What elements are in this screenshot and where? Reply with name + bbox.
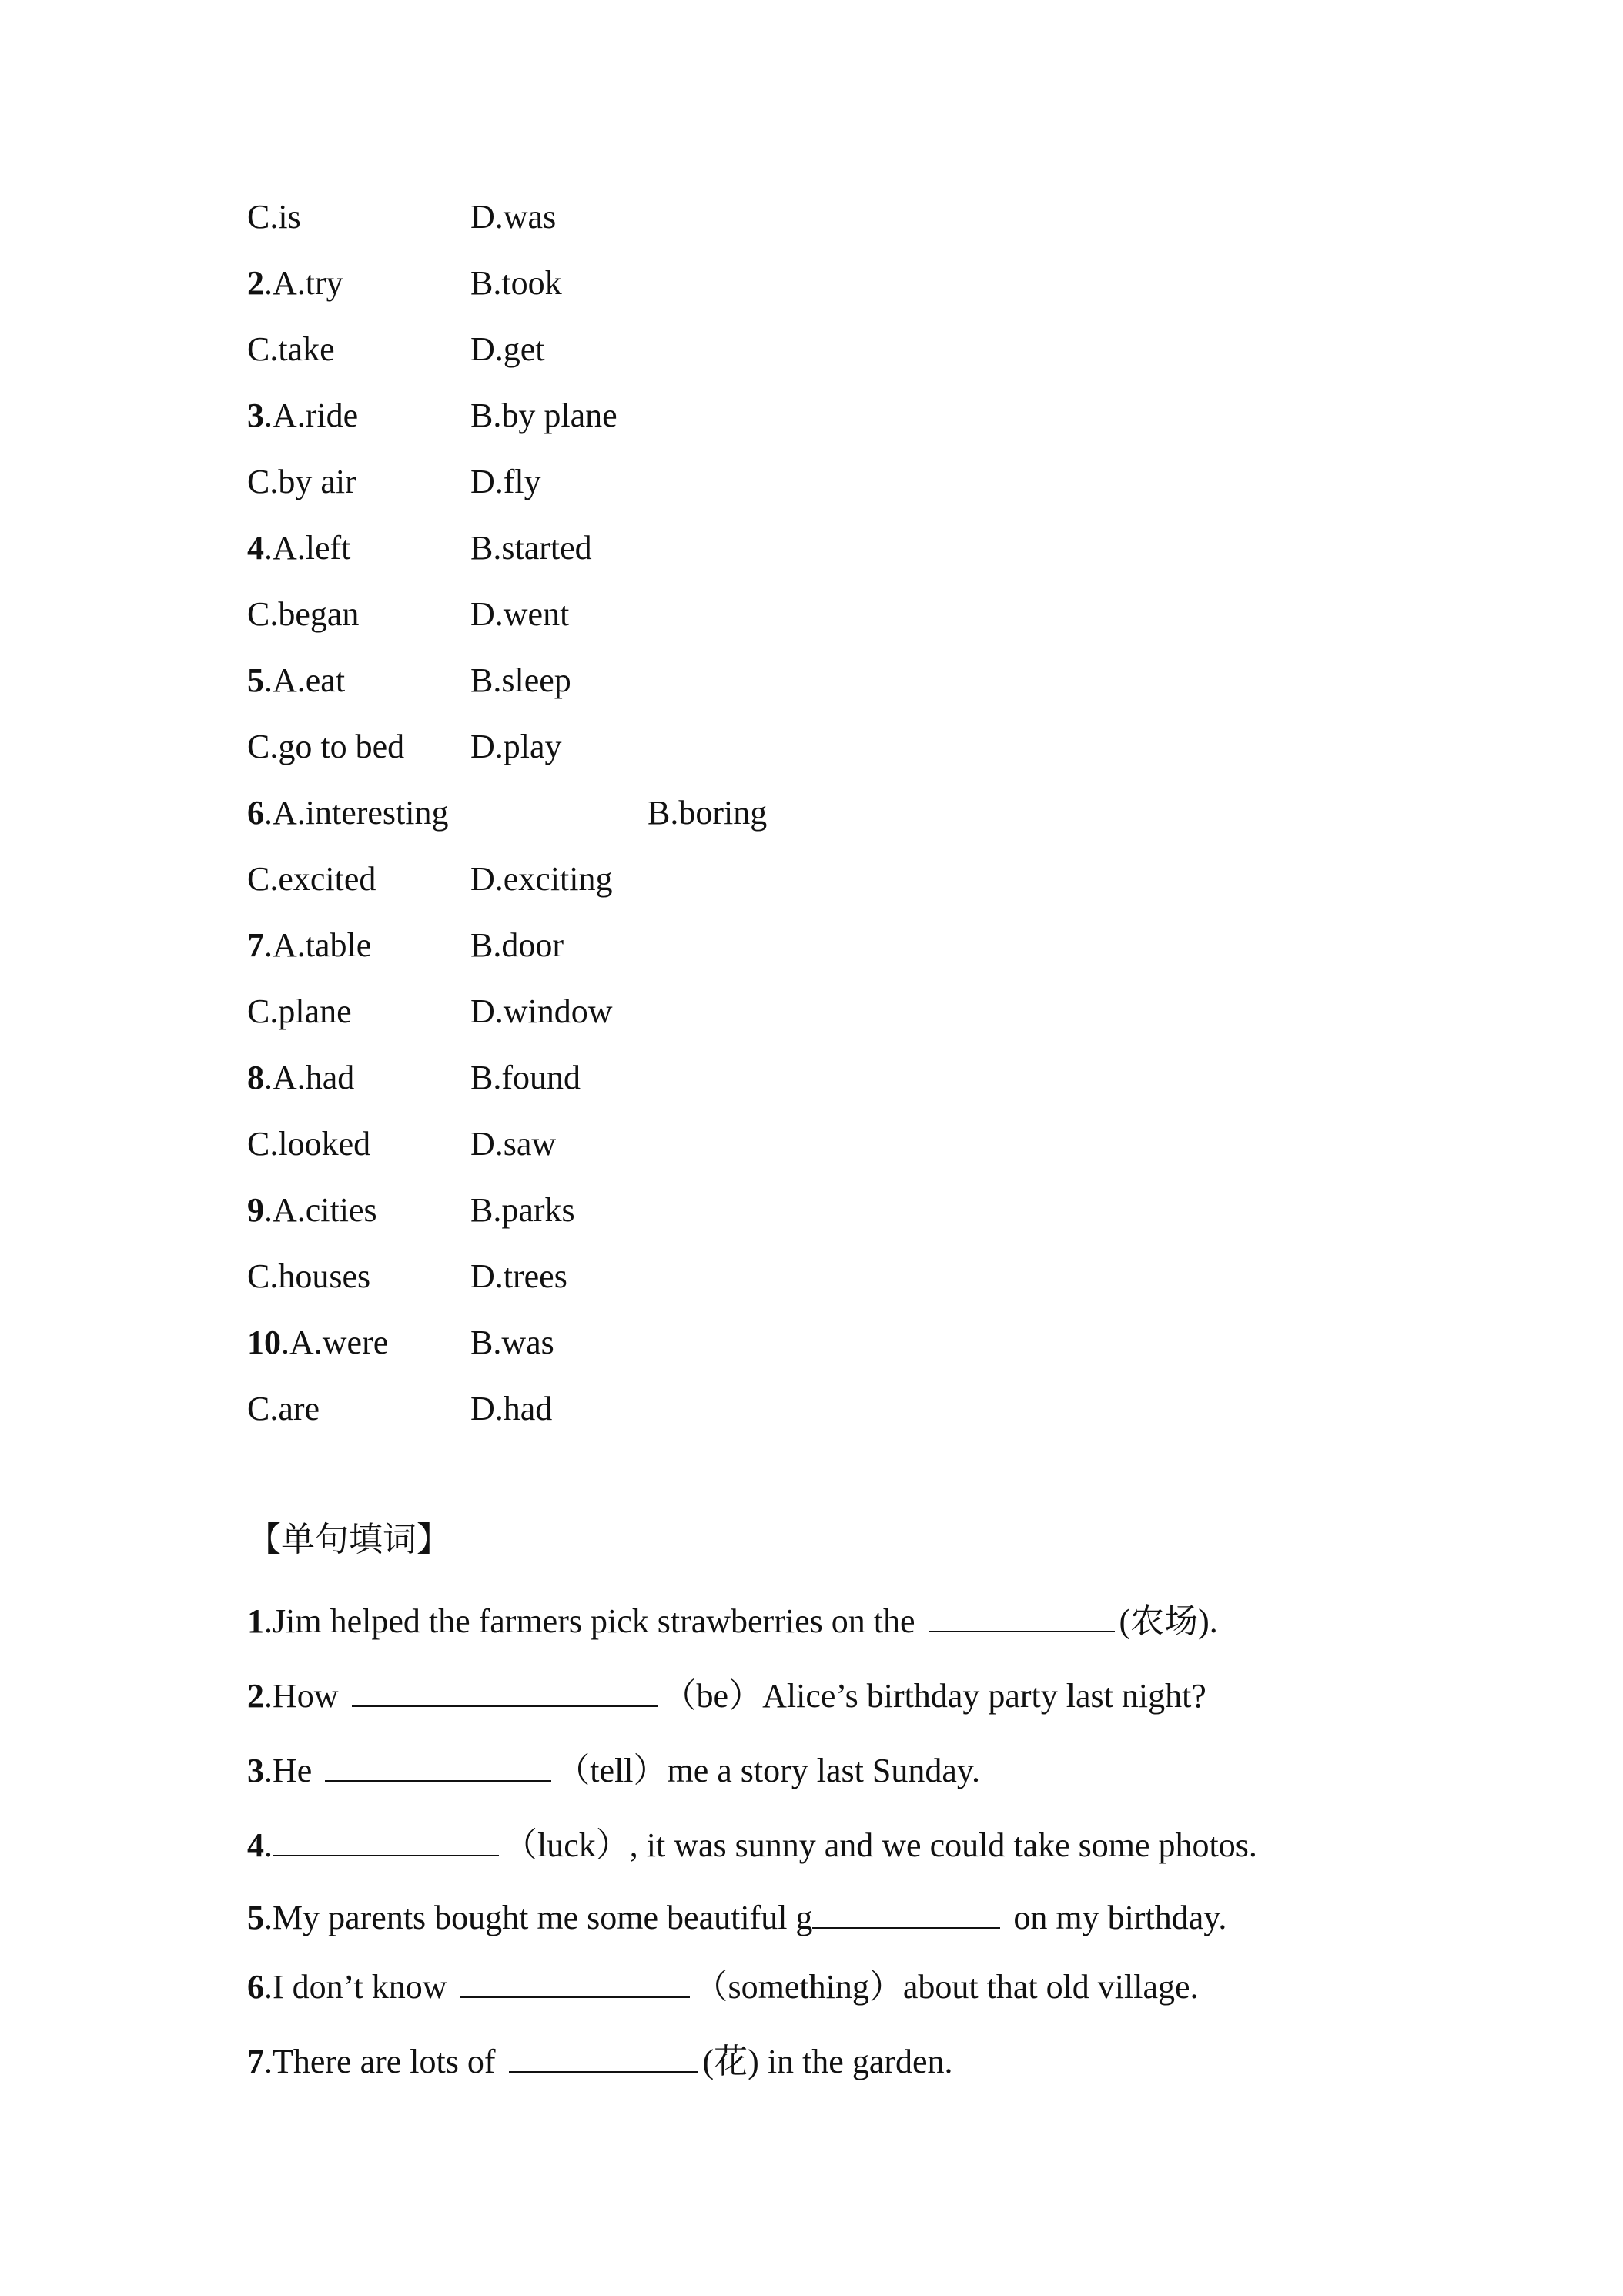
option-left: 10.A.were — [247, 1324, 389, 1361]
option-right: D.went — [470, 595, 570, 633]
question-text: .I don’t know — [264, 1968, 456, 2006]
option-left: C.plane — [247, 992, 352, 1030]
option-right: B.by plane — [470, 397, 617, 434]
option-left: C.looked — [247, 1125, 371, 1163]
question-text: .My parents bought me some beautiful g — [264, 1899, 813, 1936]
option-left: 6.A.interesting — [247, 794, 449, 832]
option-right: B.took — [470, 264, 562, 302]
question-text: （luck）, it was sunny and we could take some photos. — [504, 1826, 1257, 1864]
fill-item — [247, 1827, 1257, 1863]
question-text: （something）about that old village. — [694, 1968, 1199, 2006]
question-text: on my birthday. — [1005, 1899, 1227, 1936]
question-text: .How — [264, 1677, 347, 1715]
answer-blank[interactable] — [325, 1752, 551, 1782]
option-right: D.get — [470, 330, 545, 368]
fill-item — [247, 1752, 980, 1788]
question-number: 3 — [247, 1752, 264, 1789]
answer-blank[interactable] — [509, 2043, 698, 2073]
question-number: 4 — [247, 1826, 264, 1864]
option-right: D.was — [470, 198, 557, 236]
option-right: D.fly — [470, 463, 541, 500]
question-number: 5 — [247, 661, 264, 699]
option-left: C.by air — [247, 463, 356, 500]
question-number: 10 — [247, 1324, 281, 1361]
option-left: 2.A.try — [247, 264, 343, 302]
answer-blank[interactable] — [273, 1827, 499, 1856]
question-number: 2 — [247, 1677, 264, 1715]
option-right: B.boring — [648, 794, 768, 832]
option-left: 7.A.table — [247, 926, 372, 964]
option-right: D.exciting — [470, 860, 613, 898]
option-left: C.excited — [247, 860, 376, 898]
option-right: B.found — [470, 1059, 581, 1096]
question-number: 6 — [247, 1968, 264, 2006]
option-right: B.parks — [470, 1191, 575, 1229]
option-left: C.began — [247, 595, 360, 633]
option-left: C.take — [247, 330, 335, 368]
option-left: 5.A.eat — [247, 661, 346, 699]
fill-item — [247, 1603, 1218, 1638]
question-number: 3 — [247, 397, 264, 434]
option-right: B.was — [470, 1324, 554, 1361]
option-right: B.sleep — [470, 661, 571, 699]
question-number: 7 — [247, 926, 264, 964]
fill-item — [247, 2043, 953, 2079]
question-text: (农场). — [1119, 1602, 1218, 1640]
option-left: 9.A.cities — [247, 1191, 377, 1229]
option-right: D.saw — [470, 1125, 557, 1163]
option-left: 3.A.ride — [247, 397, 359, 434]
question-text: （tell）me a story last Sunday. — [556, 1752, 981, 1789]
question-number: 2 — [247, 264, 264, 302]
question-text: .He — [264, 1752, 321, 1789]
question-number: 9 — [247, 1191, 264, 1229]
fill-item — [247, 1899, 1226, 1935]
option-left: C.are — [247, 1390, 320, 1427]
question-text: . — [264, 1826, 273, 1864]
question-number: 5 — [247, 1899, 264, 1936]
question-number: 1 — [247, 1602, 264, 1640]
question-text: .There are lots of — [264, 2043, 504, 2080]
option-left: C.go to bed — [247, 728, 405, 765]
answer-blank[interactable] — [352, 1678, 658, 1707]
answer-blank[interactable] — [812, 1899, 1000, 1929]
option-right: B.started — [470, 529, 592, 567]
answer-blank[interactable] — [929, 1603, 1115, 1632]
option-right: D.window — [470, 992, 613, 1030]
option-right: B.door — [470, 926, 564, 964]
option-right: D.trees — [470, 1257, 567, 1295]
section-title: 【单句填词】 — [247, 1521, 450, 1558]
option-left: C.is — [247, 198, 301, 236]
option-left: C.houses — [247, 1257, 371, 1295]
option-right: D.had — [470, 1390, 553, 1427]
fill-item — [247, 1969, 1199, 2004]
option-right: D.play — [470, 728, 562, 765]
answer-blank[interactable] — [460, 1969, 690, 1998]
question-text: .Jim helped the farmers pick strawberries on the — [264, 1602, 924, 1640]
option-left: 8.A.had — [247, 1059, 355, 1096]
question-text: (花) in the garden. — [702, 2043, 953, 2080]
question-number: 6 — [247, 794, 264, 832]
question-number: 4 — [247, 529, 264, 567]
question-text: （be）Alice’s birthday party last night? — [662, 1677, 1206, 1715]
fill-item — [247, 1678, 1206, 1713]
question-number: 8 — [247, 1059, 264, 1096]
question-number: 7 — [247, 2043, 264, 2080]
option-left: 4.A.left — [247, 529, 351, 567]
